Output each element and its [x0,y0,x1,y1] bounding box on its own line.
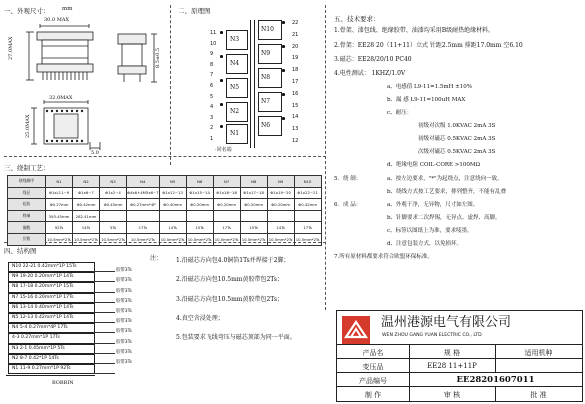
notes-label: 注： [150,255,163,262]
leader-line [93,363,115,364]
pin-number: 11 [210,30,217,36]
tech-p5b: b、绕线方式按工艺要求，排列整齐，不能有乱叠 [387,189,507,195]
dim-top-width: 30.0 MAX [44,17,70,23]
model-label: 适用机种 [524,349,553,357]
layer-label: N7 15-16 0.20mm*1P 17Ts [12,294,74,300]
tech-b: b、漏 感 L9-11=100uH MAX [387,97,466,103]
table-cell [240,210,267,222]
table-cell [127,210,160,222]
table-cell: 14Ts [73,222,100,234]
unit-label: mm [62,6,73,12]
table-cell: Φ1x16~16 [213,187,240,199]
tape-label: 胶带3Ts [116,278,132,284]
winding-box [226,54,248,74]
table-cell: 14Ts [267,222,294,234]
table-cell: N10 [294,176,321,188]
pin-number: 20 [292,43,299,50]
dim-bottom-pitch: 5.0 [91,150,99,156]
table-cell: Φ4x6+4M5x6~7 [127,187,160,199]
winding-layer [8,344,95,354]
winding-label: N2 [230,108,240,115]
leader-line [93,322,115,323]
winding-box [258,68,282,88]
tech-line-2: 2.骨架：EE28 20（11+11）立式 针距2.5mm 排距17.0mm 空6.10 [334,42,523,49]
logo-icon [341,315,371,345]
tech-p6: 6．成 品： [334,202,362,208]
table-cell: 5Ts [100,222,127,234]
leader-line [93,312,115,313]
table-cell: 10.5mm*2Ts [46,233,73,245]
leader-line [93,332,115,333]
winding-layer [8,293,95,303]
leader-line [93,292,115,293]
table-cell: Φ0.20mm [186,199,213,211]
table-row [8,187,322,199]
dim-bottom-height: 25.0MAX [25,114,31,138]
layer-label: 4-3 0.27mm*1P 17Ts [12,335,60,341]
polarity-dot [282,117,285,120]
code-value: EE28201607011 [456,375,535,385]
section-4-title: 四、结构图 [4,247,37,255]
polarity-dot [220,31,223,34]
pin-number: 2 [210,125,214,132]
table-cell: 17Ts [127,222,160,234]
row-header-cell: 终端 [8,210,46,222]
table-cell: 17Ts [213,222,240,234]
table-cell: Φ0.40mm [159,199,186,211]
pin-number: 4 [210,104,214,111]
table-row [8,233,322,245]
table-cell: N3 [100,176,127,188]
section-5-title: 五、技术要求： [334,15,380,23]
note-1: 1.沿磁芯方向包4.0铜箔1Ts并焊接于2脚； [176,257,290,264]
company-name-cn: 温州港源电气有限公司 [381,315,512,330]
table-cell: 10.5mm*2Ts [159,233,186,245]
layer-label: N9 19-20 0.20mm*1P 14Ts [12,274,74,280]
table-cell: Φ0.27mm*4P [127,199,160,211]
dim-left-height: 27.0MAX [8,36,14,60]
table-cell: N4 [127,176,160,188]
winding-layer [8,282,95,292]
company-name-en: WEN ZHOU GANG YUAN ELECTRIC CO., LTD [382,333,482,338]
table-cell: Φ1x6~7 [73,187,100,199]
winding-label: N6 [261,122,271,129]
winding-layer [8,313,95,323]
review-label: 审 核 [443,391,461,399]
code-label: 产品编号 [359,377,387,385]
table-cell: 10.5mm*2Ts [73,233,100,245]
table-cell: 10.5mm*2Ts [294,233,321,245]
table-cell: Φ0.45mm [100,199,127,211]
layer-label: N8 17-18 0.20mm*1P 15Ts [12,284,74,290]
pin-number: 22 [292,20,299,26]
winding-label: N8 [261,74,271,81]
leader-line [93,353,115,354]
tape-label: 胶带3Ts [116,309,132,314]
winding-label: N9 [261,50,271,57]
table-cell: 10.5mm*2Ts [240,233,267,245]
polarity-dot [282,93,285,96]
spec-value: EE28 11+11P [427,362,477,370]
table-cell: 15Ts [240,222,267,234]
tape-label: 胶带3Ts [116,319,132,325]
winding-box [258,116,282,136]
table-cell: 92Ts [46,222,73,234]
pin-number: 19 [292,55,299,62]
table-cell: 14Ts [159,222,186,234]
dot-note: ·同名端 [215,147,232,153]
row-header-cell: 线径 [8,187,46,199]
tape-label: 胶带3Ts [116,298,132,304]
table-cell: Φ0.20mm [213,199,240,211]
note-4: 4.真空含浸处理； [176,315,224,322]
table-cell [186,210,213,222]
product-name-label: 产品名 [362,349,384,357]
table-cell [100,210,127,222]
tech-p6d: d、注意包装方式，以免损坏。 [387,241,463,247]
table-cell [267,210,294,222]
table-cell: 393.45mm [46,210,73,222]
winding-layer [8,272,95,282]
tech-d: d、绝缘电阻 COIL-CORE >100MΩ [387,162,481,168]
table-row [8,176,322,188]
dim-right-height: 8.5±0.5 [155,47,161,68]
layer-label: N5 12-13 0.42mm*1P 14Ts [12,315,74,320]
section-1-title: 一、外观尺寸： [4,7,50,15]
table-cell: Φ1x2~4 [100,187,127,199]
table-cell: N7 [213,176,240,188]
winding-layer [8,323,95,333]
table-cell: Φ0.20mm [240,199,267,211]
layer-label: N1 11-9 0.27mm*1P 92Ts [12,366,71,371]
tape-label: 胶带3Ts [116,288,132,294]
winding-label: N4 [230,60,240,67]
winding-box [226,102,248,122]
polarity-dot [220,55,223,58]
leader-line [93,271,115,272]
polarity-dot [282,69,285,72]
polarity-dot [282,45,285,48]
tech-p5a: a、按左边要求，"*"为起绕点，注意绕向一致。 [387,176,503,182]
table-cell: N5 [159,176,186,188]
note-3: 3.沿磁芯方向包10.5mm黄胶带包2Ts； [176,296,283,303]
pin-number: 17 [292,79,299,85]
table-cell [294,210,321,222]
spec-label: 规 格 [443,349,461,357]
tape-label: 胶带3Ts [116,339,132,345]
tape-label: 胶带3Ts [116,349,132,355]
tech-a: a、电感值 L9-11=1.5mH ±10% [387,84,472,90]
winding-label: N1 [230,130,240,137]
tech-p6a: a、外观干净，无异物，尺寸如左图。 [387,202,479,208]
table-cell: Φ1x22~21 [294,187,321,199]
winding-layer [8,262,95,272]
schematic [200,16,320,156]
row-header-cell: 起始 [8,199,46,211]
table-cell: 15Ts [186,222,213,234]
winding-label: N7 [261,98,271,105]
winding-label: N3 [230,36,240,43]
pin-number: 7 [210,72,214,79]
table-cell: Φ0.42mm [73,199,100,211]
tech-p5: 5．绕 制： [334,176,362,182]
winding-box [226,124,248,144]
tape-label: 胶带3Ts [116,329,132,335]
table-cell: Φ0.27mm [46,199,73,211]
table-row [8,199,322,211]
table-cell: N6 [186,176,213,188]
pin-number: 8 [210,61,214,68]
bobbin-base [6,375,95,376]
winding-box [258,44,282,64]
table-cell: Φ1x19~20 [267,187,294,199]
pin-number: 18 [292,67,299,74]
pin-number: 5 [210,93,214,100]
make-label: 制 作 [364,391,382,399]
table-cell: N8 [240,176,267,188]
table-cell [159,210,186,222]
table-cell: Φ0.42mm [294,199,321,211]
table-cell: 10.5mm*2Ts [267,233,294,245]
table-cell: Φ0.20mm [267,199,294,211]
title-block [336,310,583,402]
pin-number: 21 [292,31,299,38]
note-2: 2.沿磁芯方向包10.5mm黄胶带包2Ts； [176,276,283,283]
winding-layer [8,354,95,364]
pin-number: 9 [210,51,214,58]
layer-label: N3 2-1 0.45mm*1P 5Ts [12,345,65,351]
pin-number: 3 [210,114,214,121]
layer-label: N10 22-21 0.42mm*1P 15Ts [12,264,77,269]
winding-label: N5 [230,84,240,91]
pin-number: 1 [210,136,214,142]
pin-number: 12 [292,138,299,144]
table-cell: Φ1x12~13 [159,187,186,199]
table-cell: N1 [46,176,73,188]
winding-layer [8,364,95,374]
divider-horizontal-1 [4,156,326,157]
tech-p7: 7.所有原材料都要求符合欧盟环保标准。 [334,254,433,260]
winding-box [226,78,248,98]
table-cell: 17Ts [294,222,321,234]
tech-line-4: 4.电性测试： 1KHZ/1.0V [334,70,406,77]
pin-number: 14 [292,114,299,121]
note-5: 5.包装要求飞线弯压与磁芯顶部为同一平面。 [176,334,296,341]
table-cell: 10.5mm*2Ts [213,233,240,245]
table-cell: 10.5mm*2Ts [186,233,213,245]
dim-bottom-width: 32.0MAX [49,95,73,101]
table-cell [213,210,240,222]
winding-box [226,30,248,50]
layer-label: N4 5-4 0.27mm*4P 17Ts [12,325,68,331]
pin-number: 16 [292,90,299,97]
layer-label: N6 13-14 0.40mm*1P 14Ts [12,304,74,310]
winding-box [258,20,282,40]
row-header-cell: 绕线顺序 [8,176,46,188]
table-cell: Φ1xL11~9 [46,187,73,199]
leader-line [93,373,115,374]
table-cell: Φ1x15~14 [186,187,213,199]
leader-line [93,281,115,282]
leader-line [93,302,115,303]
table-cell: 282.41mm [73,210,100,222]
polarity-dot [220,103,223,106]
approve-label: 批 准 [530,391,547,399]
winding-box [258,92,282,112]
winding-layer [8,303,95,313]
tech-c1: 初级对次级 1.0KVAC 2mA 3S [418,123,496,129]
table-row [8,222,322,234]
bobbin-label: BOBBIN [52,380,74,386]
pin-number: 6 [210,83,214,89]
company-logo [341,315,371,345]
tech-p6c: c、标签以图纸上为准，要求唛墨。 [387,228,473,234]
outline-drawing [4,14,169,164]
tape-label: 胶带3Ts [116,360,132,365]
winding-table [7,175,322,246]
layer-label: N2 8-7 0.42*1P 14Ts [12,355,59,361]
winding-label: N10 [261,26,274,33]
polarity-dot [282,21,285,24]
tech-line-3: 3.磁芯：EE28/20/10 PC40 [334,56,412,63]
leader-line [93,343,115,344]
tech-c2: 初级对磁芯 0.5KVAC 2mA 3S [418,136,496,142]
product-name-value: 变压品 [362,363,384,371]
section-2-title: 二、原理图 [178,7,211,15]
tech-c: c、耐压： [387,110,413,116]
row-header-cell: 圈数 [8,222,46,234]
tech-p6b: b、针脚要求二次焊锡，无异点、虚焊、高脚。 [387,215,501,221]
table-cell: Φ1x17~18 [240,187,267,199]
winding-layer [8,333,95,343]
table-cell: 10.5mm*2Ts [100,233,127,245]
row-header-cell: 层数 [8,233,46,245]
table-cell: N2 [73,176,100,188]
divider-vertical-top [170,5,171,165]
polarity-dot [220,79,223,82]
pin-number: 10 [210,40,217,47]
tape-label: 胶带3Ts [116,268,132,274]
pin-number: 13 [292,126,299,133]
pin-number: 15 [292,102,299,109]
tech-c3: 次级对磁芯 0.5KVAC 2mA 3S [418,149,496,155]
section-3-title: 三、绕制工艺： [4,164,50,172]
divider-vertical-right [325,5,326,310]
table-row [8,210,322,222]
table-cell: N9 [267,176,294,188]
table-cell: 10.5mm*2Ts [127,233,160,245]
tech-line-1: 1.骨架、漆包线、绝缘胶带、油漆均采用B级耐热绝缘材料。 [334,27,495,34]
polarity-dot [220,125,223,128]
